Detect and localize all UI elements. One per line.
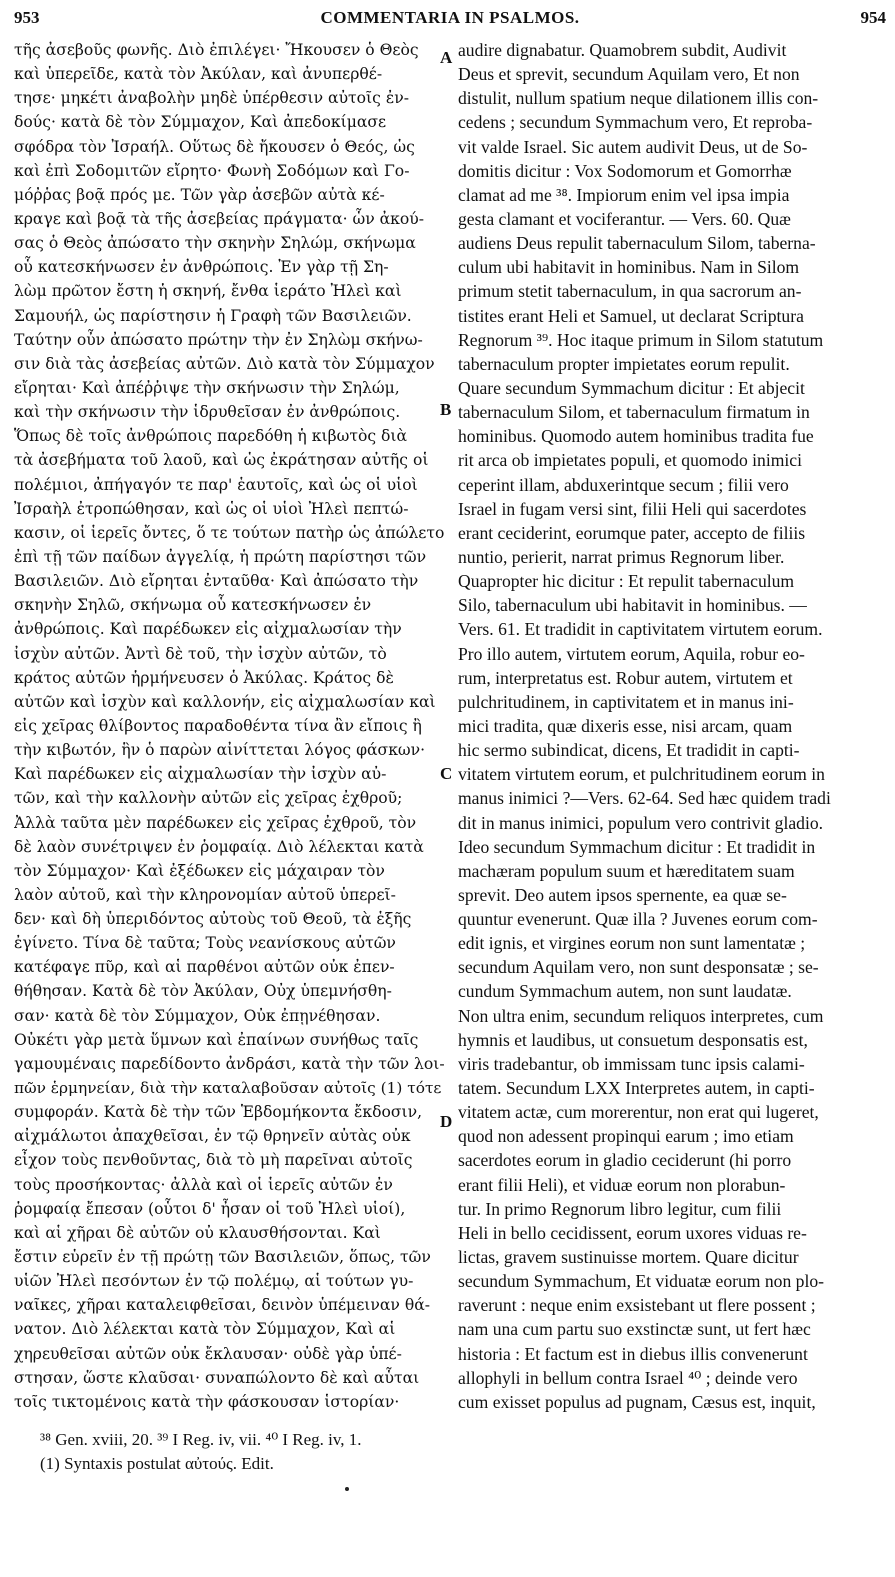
text-line: δεν· καὶ δὴ ὑπεριδόντος αὐτοὺς τοῦ Θεοῦ, τὰ ἑξῆς <box>14 910 412 929</box>
text-line: Silo, tabernaculum ubi habitavit in hominibus. — <box>458 595 807 616</box>
text-line: εἰς χεῖρας θλίβοντος παραδοθέντα τίνα ἂν εἴποις ἢ <box>14 716 422 735</box>
text-line: αὐτῶν καὶ ἰσχὺν καὶ καλλονήν, εἰς αἰχμαλωσίαν καὶ <box>14 692 436 711</box>
text-line: erant ceciderint, eorumque pater, accepto de filiis <box>458 522 806 543</box>
text-line: secundum Symmachum, Et viduatæ eorum non plo- <box>458 1271 824 1292</box>
text-line: εἶχον τοὺς πενθοῦντας, διὰ τὸ μὴ παρεῖναι αὐτοῖς <box>14 1151 413 1170</box>
text-line: culum ubi habitavit in hominibus. Nam in Silom <box>458 257 800 278</box>
text-line: manus inimici ?—Vers. 62-64. Sed hæc quidem tradi <box>458 788 831 809</box>
text-line: hominibus. Quomodo autem hominibus tradita fue <box>458 426 814 447</box>
text-line: Deus et sprevit, secundum Aquilam vero, Et non <box>458 64 800 85</box>
text-line: σας ὁ Θεὸς ἀπώσατο τὴν σκηνὴν Σηλώμ, σκήνωμα <box>14 234 416 253</box>
text-line: τῆς ἀσεβοῦς φωνῆς. Διὸ ἐπιλέγει· Ἤκουσεν ὁ Θεὸς <box>14 41 419 59</box>
text-line: τὸν Σύμμαχον· Καὶ ἐξέδωκεν εἰς μάχαιραν τὸν <box>14 861 385 880</box>
text-line: Οὐκέτι γὰρ μετὰ ὕμνων καὶ ἐπαίνων συνήθως ταῖς <box>14 1030 419 1049</box>
margin-letter-b: B <box>440 400 452 419</box>
text-line: lictas, gravem sustinuisse mortem. Quare dicitur <box>458 1247 799 1268</box>
text-line: κασιν, οἱ ἱερεῖς ὄντες, ὅ τε τούτων πατὴρ ὡς ἀπώλετο <box>14 523 445 542</box>
text-line: καὶ τὴν σκήνωσιν τὴν ἱδρυθεῖσαν ἐν ἀνθρώποις. <box>14 403 401 422</box>
text-line: νατον. Διὸ λέλεκται κατὰ τὸν Σύμμαχον, Καὶ αἱ <box>14 1320 396 1339</box>
text-line: Ideo secundum Symmachum dicitur : Et tradidit in <box>458 836 816 857</box>
text-line: σφόδρα τὸν Ἰσραήλ. Οὕτως δὲ ἤκουσεν ὁ Θεός, ὡς <box>14 137 415 156</box>
text-line: στησαν, ὥστε κλαῦσαι· συναπώλοντο δὲ καὶ αὗται <box>14 1368 420 1387</box>
text-line: hic sermo subindicat, dicens, Et tradidit in capti- <box>458 740 800 761</box>
text-line: audiens Deus repulit tabernaculum Silom, taberna- <box>458 233 816 254</box>
text-line: mici tradita, quæ dixeris esse, nisi arcam, quam <box>458 715 793 736</box>
text-line: cedens ; secundum Symmachum vero, Et reproba- <box>458 112 813 133</box>
text-line: ῥομφαίᾳ ἔπεσαν (οὗτοι δ' ἦσαν οἱ τοῦ Ἠλεὶ υἱοί), <box>14 1199 406 1218</box>
text-line: tistites erant Heli et Samuel, ut declarat Scriptura <box>458 305 804 326</box>
text-line: quuntur evenerunt. Quæ illa ? Juvenes eorum com- <box>458 909 818 930</box>
text-line: viris tradebantur, ob immissam tunc ipsis calami- <box>458 1053 805 1074</box>
text-line: tabernaculum propter impietates eorum repulit. <box>458 353 790 374</box>
text-line: κράτος αὐτῶν ἡρμήνευσεν ὁ Ἀκύλας. Κράτος δὲ <box>14 668 394 687</box>
text-line: clamat ad me ³⁸. Impiorum enim vel ipsa impia <box>458 184 790 205</box>
text-line: εἴρηται· Καὶ ἀπέῤῥιψε τὴν σκήνωσιν τὴν Σηλώμ, <box>14 378 400 397</box>
text-line: υἱῶν Ἠλεὶ πεσόντων ἐν τῷ πολέμῳ, αἱ τούτων γυ- <box>14 1272 414 1291</box>
text-line: cundum Symmachum autem, non sunt laudatæ. <box>458 981 792 1002</box>
text-line: edit ignis, et virgines eorum non sunt lamentatæ ; <box>458 933 806 954</box>
text-line: τὰ ἀσεβήματα τοῦ λαοῦ, καὶ ὡς ἐκράτησαν αὐτῆς οἱ <box>14 451 429 470</box>
page-number-left: 953 <box>14 8 40 27</box>
margin-letter-d: D <box>440 1112 453 1131</box>
text-line: Καὶ παρέδωκεν εἰς αἰχμαλωσίαν τὴν ἰσχὺν αὐ- <box>14 765 387 784</box>
text-line: quod non adessent propinqui earum ; imo etiam <box>458 1126 794 1147</box>
text-line: Non ultra enim, secundum reliquos interpretes, cum <box>458 1005 824 1026</box>
running-title: COMMENTARIA IN PSALMOS. <box>320 8 580 27</box>
text-line: ναῖκες, χῆραι καταλειφθεῖσαι, δεινὸν ὑπέμειναν θά- <box>14 1296 431 1315</box>
text-line: χηρευθεῖσαι αὐτῶν οὐκ ἔκλαυσαν· οὐδὲ γὰρ ὑπέ- <box>14 1344 402 1363</box>
text-line: primum stetit tabernaculum, in qua sacrorum an- <box>458 281 802 302</box>
text-line: nam una cum partu suo exstinctæ sunt, ut fert hæc <box>458 1319 811 1340</box>
text-line: dit in manus inimici, populum vero contrivit gladio. <box>458 812 824 833</box>
text-line: vitatem actæ, cum morerentur, non erat qui lugeret, <box>458 1102 819 1123</box>
text-line: secundum Aquilam vero, non sunt desponsatæ ; se- <box>458 957 819 978</box>
latin-text-column <box>458 38 884 1414</box>
text-line: σαν· κατὰ δὲ τὸν Σύμμαχον, Οὐκ ἐπῃνέθησαν. <box>14 1006 381 1025</box>
text-line: tabernaculum Silom, et tabernaculum firmatum in <box>458 402 810 423</box>
text-line: γαμουμέναις παρεδίδοντο ἀνδράσι, κατὰ τὴν τῶν λοι- <box>14 1054 445 1073</box>
text-line: πολέμιοι, ἀπήγαγόν τε παρ' ἑαυτοῖς, καὶ ὡς οἱ υἱοὶ <box>14 475 418 494</box>
text-line: domitis dicitur : Vox Sodomorum et Gomorrhæ <box>458 160 792 181</box>
text-line: δούς· κατὰ δὲ τὸν Σύμμαχον, Καὶ ἀπεδοκίμασε <box>14 113 387 132</box>
text-line: cum exisset populus ad pugnam, Cæsus est, inquit, <box>458 1391 816 1412</box>
text-line: rum, interpretatus est. Robur autem, virtutem et <box>458 667 793 688</box>
text-line: ἀνθρώποις. Καὶ παρέδωκεν εἰς αἰχμαλωσίαν τὴν <box>14 620 402 639</box>
text-line: vitatem virtutem eorum, et pulchritudinem eorum in <box>458 764 825 785</box>
text-line: ceperint illam, abduxerintque secum ; filii vero <box>458 474 789 495</box>
margin-letter-c: C <box>440 764 453 783</box>
text-line: κραγε καὶ βοᾷ τὰ τῆς ἀσεβείας πράγματα· ὧν ἀκού- <box>14 209 425 228</box>
text-line: Ἀλλὰ ταῦτα μὲν παρέδωκεν εἰς χεῖρας ἐχθροῦ, τὸν <box>14 813 417 832</box>
page-number-right: 954 <box>860 8 886 27</box>
text-line: Ἰσραὴλ ἐτροπώθησαν, καὶ ὡς οἱ υἱοὶ Ἠλεὶ πεπτώ- <box>14 499 409 518</box>
text-line: ἐπὶ τῇ τῶν παίδων ἀγγελίᾳ, ἡ πρώτη παρίστησι τῶν <box>14 547 427 566</box>
text-line: nuntio, perierit, narrat primus Regnorum liber. <box>458 546 785 567</box>
ink-dot <box>345 1487 349 1491</box>
text-line: καὶ αἱ χῆραι δὲ αὐτῶν οὐ κλαυσθήσονται. Καὶ <box>14 1223 381 1242</box>
text-line: gesta clamant et vociferantur. — Vers. 60. Quæ <box>458 208 791 229</box>
text-line: tur. In primo Regnorum libro legitur, cum filii <box>458 1198 782 1219</box>
text-line: τησε· μηκέτι ἀναβολὴν μηδὲ ὑπέρθεσιν αὐτοῖς ἐν- <box>14 89 409 108</box>
text-line: Quare secundum Symmachum dicitur : Et abjecit <box>458 377 805 398</box>
text-line: οὗ κατεσκήνωσεν ἐν ἀνθρώποις. Ἐν γὰρ τῇ Ση- <box>14 258 389 277</box>
text-line: πῶν ἑρμηνείαν, διὰ τὴν καταλαβοῦσαν αὐτοῖς (1) τότε <box>14 1079 442 1098</box>
text-line: καὶ ὑπερεῖδε, κατὰ τὸν Ἀκύλαν, καὶ ἀνυπερθέ- <box>14 65 383 84</box>
text-line: δὲ λαὸν συνέτριψεν ἐν ῥομφαίᾳ. Διὸ λέλεκται κατὰ <box>14 837 424 856</box>
text-line: τῶν, καὶ τὴν καλλονὴν αὐτῶν εἰς χεῖρας ἐχθροῦ; <box>14 789 403 808</box>
text-line: σκηνὴν Σηλῶ, σκήνωμα οὗ κατεσκήνωσεν ἐν <box>14 596 372 615</box>
running-header <box>14 8 886 32</box>
text-line: Σαμουήλ, ὡς παρίστησιν ἡ Γραφὴ τῶν Βασιλειῶν. <box>14 306 412 325</box>
text-line: historia : Et factum est in diebus illis convenerunt <box>458 1343 808 1364</box>
text-line: Quapropter hic dicitur : Et repulit tabernaculum <box>458 571 795 592</box>
text-line: ἐγίνετο. Τίνα δὲ ταῦτα; Τοὺς νεανίσκους αὐτῶν <box>14 934 396 953</box>
text-line: λὼμ πρῶτον ἔστη ἡ σκηνή, ἔνθα ἱεράτο Ἠλεὶ καὶ <box>14 282 402 301</box>
text-line: τοῖς τικτομένοις κατὰ τὴν φάσκουσαν ἱστορίαν· <box>14 1392 400 1411</box>
text-line: Ὅπως δὲ τοῖς ἀνθρώποις παρεδόθη ἡ κιβωτὸς διὰ <box>14 427 408 446</box>
text-line: Israel in fugam versi sint, filii Heli qui sacerdotes <box>458 498 807 519</box>
text-line: machæram populum suum et hæreditatem suam <box>458 860 795 881</box>
text-line: Pro illo autem, virtutem eorum, Aquila, robur eo- <box>458 643 805 664</box>
text-line: ἔστιν εὑρεῖν ἐν τῇ πρώτῃ τῶν Βασιλειῶν, ὅπως, τῶν <box>14 1248 431 1267</box>
text-line: Βασιλειῶν. Διὸ εἴρηται ἐνταῦθα· Καὶ ἀπώσατο τὴν <box>14 572 419 591</box>
text-line: συμφοράν. Κατὰ δὲ τὴν τῶν Ἑβδομήκοντα ἔκδοσιν, <box>14 1103 423 1122</box>
text-line: rit arca ob impietates populi, et quomodo inimici <box>458 450 802 471</box>
text-line: μόῤῥας βοᾷ πρός με. Τῶν γὰρ ἀσεβῶν αὐτὰ κέ- <box>14 185 385 204</box>
text-line: sprevit. Deo autem ipsos spernente, ea quæ se- <box>458 884 787 905</box>
text-line: Regnorum ³⁹. Hoc itaque primum in Silom statutum <box>458 329 824 350</box>
text-line: ἰσχὺν αὐτῶν. Ἀντὶ δὲ τοῦ, τὴν ἰσχὺν αὐτῶν, τὸ <box>14 644 387 663</box>
text-line: τὴν κιβωτόν, ἣν ὁ παρὼν αἰνίττεται λόγος φάσκων· <box>14 741 426 760</box>
text-line: τοὺς προσήκοντας· ἀλλὰ καὶ οἱ ἱερεῖς αὐτῶν ἐν <box>14 1175 393 1194</box>
margin-letter-a: A <box>440 48 453 67</box>
text-line: audire dignabatur. Quamobrem subdit, Audivit <box>458 40 787 60</box>
editor-note: (1) Syntaxis postulat αὐτούς. Edit. <box>40 1454 274 1473</box>
footnote-references: ³⁸ Gen. xviii, 20. ³⁹ I Reg. iv, vii. ⁴⁰ I Reg. iv, 1. <box>40 1430 362 1449</box>
text-line: pulchritudinem, in captivitatem et in manus ini- <box>458 691 794 712</box>
text-line: αἰχμάλωτοι ἀπαχθεῖσαι, ἐν τῷ θρηνεῖν αὐτὰς οὐκ <box>14 1127 411 1146</box>
text-line: erant filii Heli), et viduæ eorum non plorabun- <box>458 1174 786 1195</box>
text-line: allophyli in bellum contra Israel ⁴⁰ ; deinde vero <box>458 1367 798 1388</box>
text-line: raverunt : neque enim exsistebant ut flere possent ; <box>458 1295 816 1316</box>
text-line: Ταύτην οὖν ἀπώσατο πρώτην τὴν ἐν Σηλὼμ σκήνω- <box>14 330 423 349</box>
footnotes <box>40 1428 362 1476</box>
text-line: λαὸν αὐτοῦ, καὶ τὴν κληρονομίαν αὐτοῦ ὑπερεῖ- <box>14 885 396 904</box>
greek-text-column <box>14 38 446 1414</box>
text-line: θήθησαν. Κατὰ δὲ τὸν Ἀκύλαν, Οὐχ ὑπεμνήσθη- <box>14 982 392 1001</box>
text-line: tatem. Secundum LXX Interpretes autem, in capti- <box>458 1078 815 1099</box>
text-line: καὶ ἐπὶ Σοδομιτῶν εἴρητο· Φωνὴ Σοδόμων καὶ Γο- <box>14 161 410 180</box>
text-line: distulit, nullum spatium neque dilationem illis con- <box>458 88 819 109</box>
text-line: κατέφαγε πῦρ, καὶ αἱ παρθένοι αὐτῶν οὐκ ἐπεν- <box>14 958 395 977</box>
text-line: vit valde Israel. Sic autem audivit Deus, ut de So- <box>458 136 808 157</box>
text-line: Vers. 61. Et tradidit in captivitatem virtutem eorum. <box>458 619 823 640</box>
text-line: Heli in bello cecidissent, eorum uxores viduas re- <box>458 1222 807 1243</box>
text-line: hymnis et laudibus, ut consuetum desponsatis est, <box>458 1029 808 1050</box>
text-line: σιν διὰ τὰς ἀσεβείας αὐτῶν. Διὸ κατὰ τὸν Σύμμαχον <box>14 354 435 373</box>
text-line: sacerdotes eorum in gladio ceciderunt (hi porro <box>458 1150 792 1171</box>
